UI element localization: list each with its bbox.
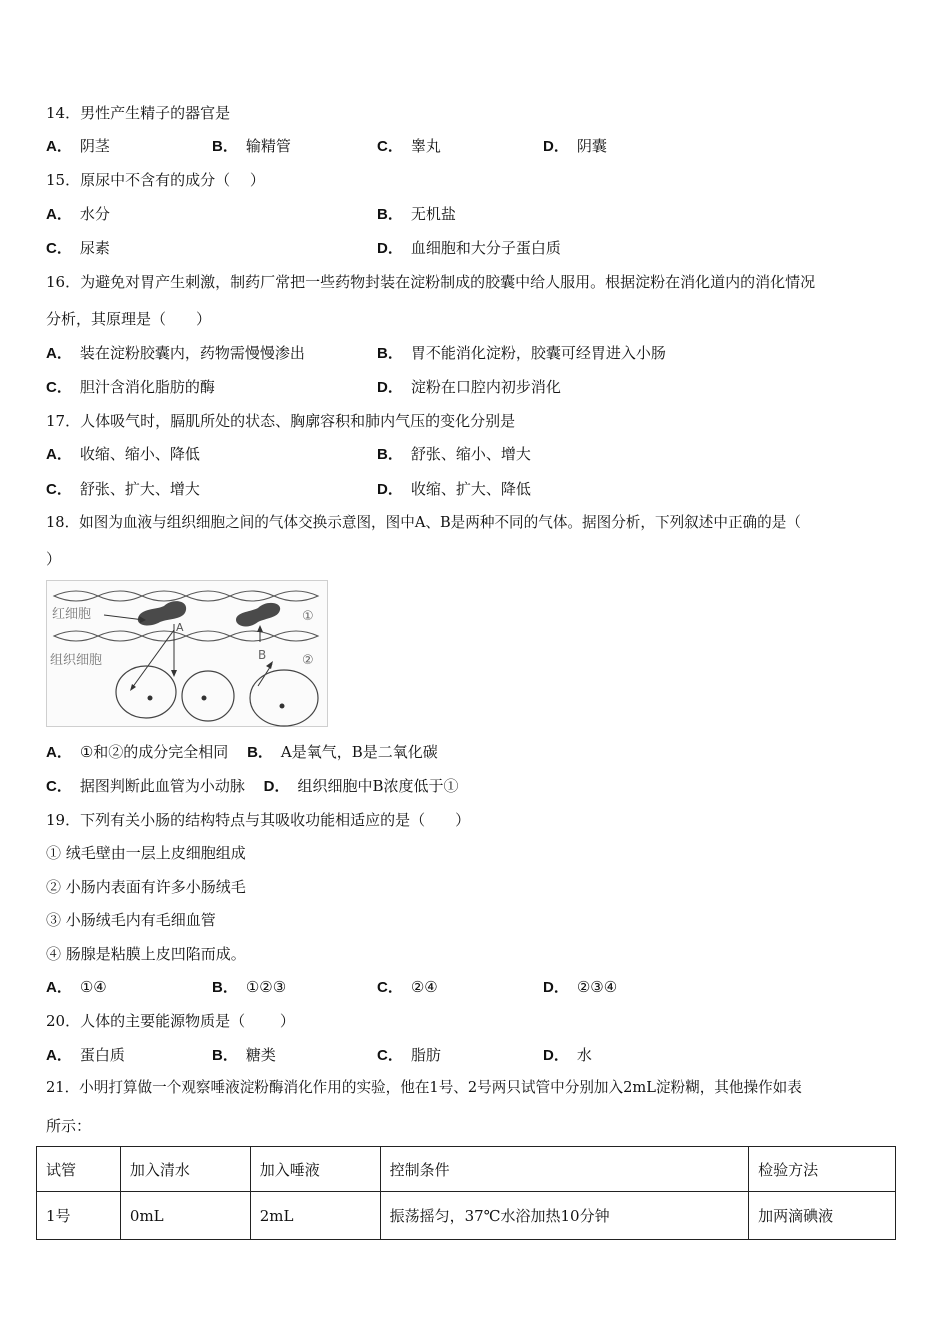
q18-options-row2: C． 据图判断此血管为小动脉 D． 组织细胞中B浓度低于① xyxy=(46,777,459,795)
q20-option-b: B． 糖类 xyxy=(212,1046,276,1064)
q18-stem-line1: 18．如图为血液与组织细胞之间的气体交换示意图，图中A、B是两种不同的气体。据图分析，下列叙述中正确的是（ xyxy=(46,514,801,531)
q14-option-a: A． 阴茎 xyxy=(46,137,110,155)
q19-option-d: D． ②③④ xyxy=(543,978,618,996)
table-header-cell: 加入清水 xyxy=(120,1147,250,1192)
q15-option-a: A． 水分 xyxy=(46,205,110,223)
q16-option-d: D． 淀粉在口腔内初步消化 xyxy=(377,378,561,396)
q21-stem-line1: 21．小明打算做一个观察唾液淀粉酶消化作用的实验，他在1号、2号两只试管中分别加入2mL淀粉糊，其他操作如表 xyxy=(46,1079,802,1096)
q19-option-a: A． ①④ xyxy=(46,978,107,996)
q19-item-3: ③ 小肠绒毛内有毛细血管 xyxy=(46,911,216,929)
table-header-cell: 加入唾液 xyxy=(250,1147,380,1192)
q14-option-d: D． 阴囊 xyxy=(543,137,607,155)
label-gas-b: B xyxy=(258,648,267,662)
q20-option-a: A． 蛋白质 xyxy=(46,1046,125,1064)
table-cell: 0mL xyxy=(120,1192,250,1240)
q15-option-c: C． 尿素 xyxy=(46,239,110,257)
q16-stem-line2: 分析，其原理是（ ） xyxy=(46,310,212,328)
q20-option-d: D． 水 xyxy=(543,1046,592,1064)
q15-stem: 15．原尿中不含有的成分（ ） xyxy=(46,171,265,189)
q20-option-c: C． 脂肪 xyxy=(377,1046,441,1064)
q21-stem-line2: 所示： xyxy=(46,1117,92,1135)
experiment-table xyxy=(36,1146,896,1240)
table-header-row xyxy=(37,1147,896,1192)
q15-option-d: D． 血细胞和大分子蛋白质 xyxy=(377,239,561,257)
q16-option-a: A． 装在淀粉胶囊内，药物需慢慢渗出 xyxy=(46,344,305,362)
q17-option-d: D． 收缩、扩大、降低 xyxy=(377,480,531,498)
table-cell: 2mL xyxy=(250,1192,380,1240)
q14-option-b: B． 输精管 xyxy=(212,137,291,155)
label-tissue-cell: 组织细胞 xyxy=(50,653,103,668)
gas-exchange-figure xyxy=(46,580,328,727)
q14-stem: 14．男性产生精子的器官是 xyxy=(46,104,231,122)
q19-item-1: ① 绒毛壁由一层上皮细胞组成 xyxy=(46,844,246,862)
q14-option-c: C． 睾丸 xyxy=(377,137,441,155)
table-header-cell: 检验方法 xyxy=(749,1147,896,1192)
table-cell: 1号 xyxy=(37,1192,121,1240)
q16-stem-line1: 16．为避免对胃产生刺激，制药厂常把一些药物封装在淀粉制成的胶囊中给人服用。根据淀粉在消化道内的消化情况 xyxy=(46,273,816,291)
table-header-cell: 试管 xyxy=(37,1147,121,1192)
q16-option-b: B． 胃不能消化淀粉，胶囊可经胃进入小肠 xyxy=(377,344,666,362)
q18-stem-line2: ） xyxy=(46,550,62,568)
q17-stem: 17．人体吸气时，膈肌所处的状态、胸廓容积和肺内气压的变化分别是 xyxy=(46,412,516,430)
q20-stem: 20．人体的主要能源物质是（ ） xyxy=(46,1012,295,1030)
q19-item-4: ④ 肠腺是粘膜上皮凹陷而成。 xyxy=(46,945,246,963)
table-cell: 振荡摇匀，37℃水浴加热10分钟 xyxy=(380,1192,749,1240)
label-gas-a: A xyxy=(176,621,184,634)
q15-option-b: B． 无机盐 xyxy=(377,205,456,223)
table-cell: 加两滴碘液 xyxy=(749,1192,896,1240)
table-header-cell: 控制条件 xyxy=(380,1147,749,1192)
q17-option-a: A． 收缩、缩小、降低 xyxy=(46,445,200,463)
q17-option-c: C． 舒张、扩大、增大 xyxy=(46,480,200,498)
q18-options-row1: A． ①和②的成分完全相同 B． A是氧气，B是二氧化碳 xyxy=(46,743,438,761)
q17-option-b: B． 舒张、缩小、增大 xyxy=(377,445,531,463)
q19-option-c: C． ②④ xyxy=(377,978,438,996)
label-region-2: ② xyxy=(302,653,314,668)
q16-option-c: C． 胆汁含消化脂肪的酶 xyxy=(46,378,215,396)
q19-option-b: B． ①②③ xyxy=(212,978,287,996)
q19-stem: 19．下列有关小肠的结构特点与其吸收功能相适应的是（ ） xyxy=(46,811,471,829)
q19-item-2: ② 小肠内表面有许多小肠绒毛 xyxy=(46,878,246,896)
label-red-blood-cell: 红细胞 xyxy=(52,607,92,622)
table-row xyxy=(37,1192,896,1240)
label-region-1: ① xyxy=(302,609,314,624)
